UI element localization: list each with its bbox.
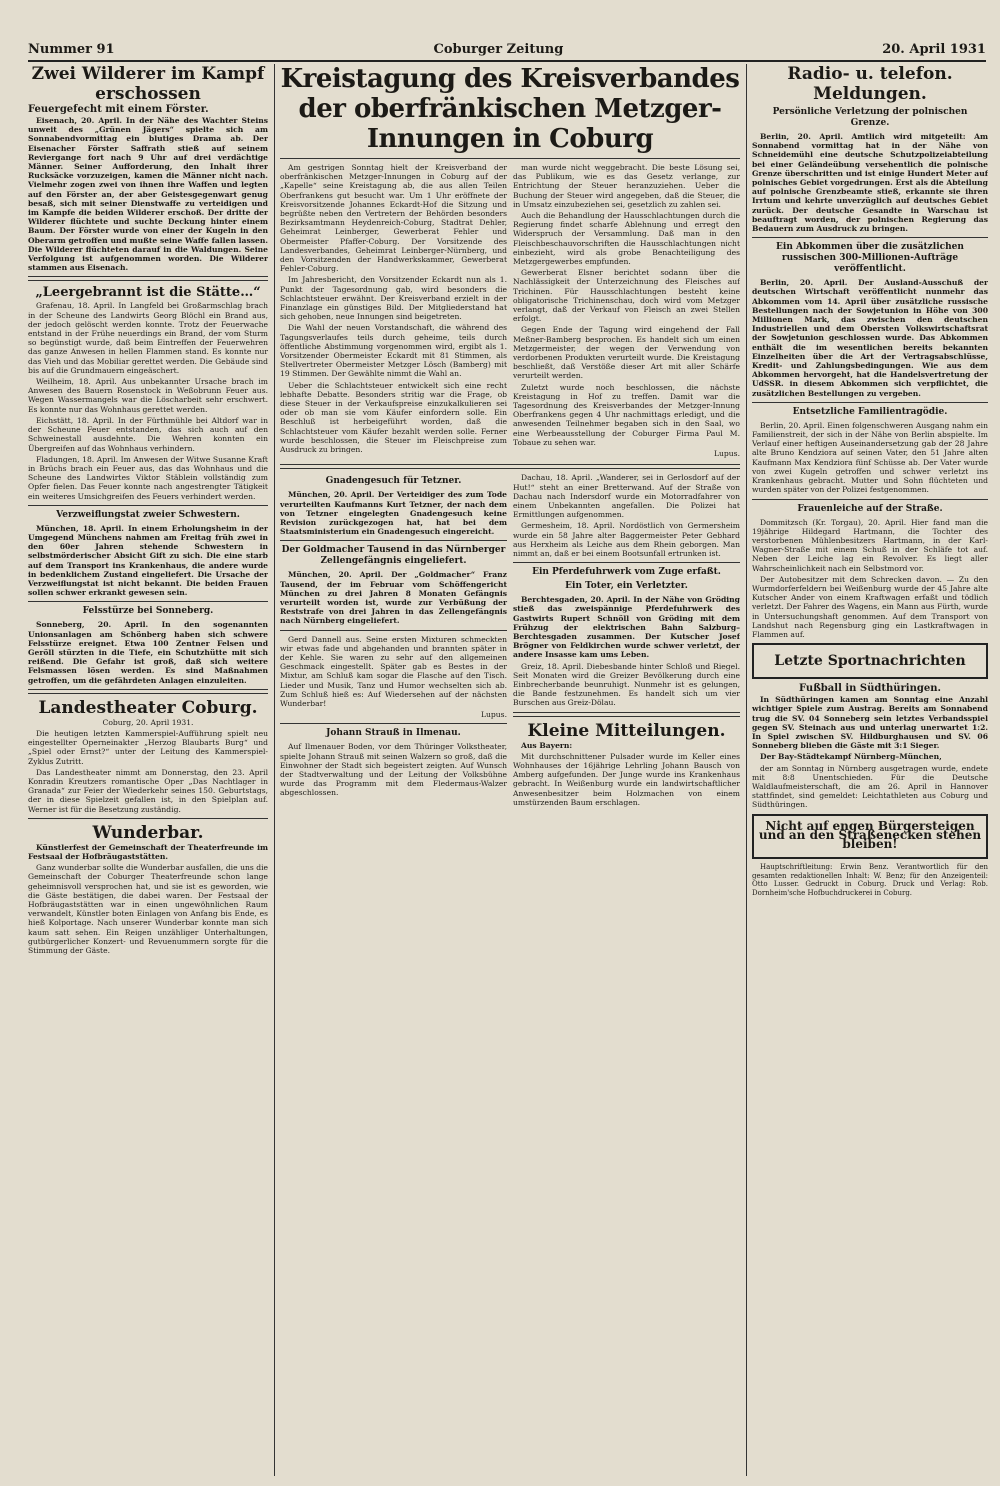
article-text: München, 18. April. In einem Erholungsheim in der Umgegend Münchens nahmen am Freitag früh zwei in den 60er Jahren stehende Schwestern in selbstmörderischer Absicht Gift zu sich. Die eine starb auf dem Transport ins Krankenhaus, die andere wurde in bedenklichem Zustand eingeliefert. Die Ursache der Verzweiflungstat ist nicht bekannt. Die beiden Frauen sollen schwer erkrankt gewesen sein.: [28, 523, 268, 598]
article-text: Mit durchschnittener Pulsader wurde im Keller eines Wohnhauses der 16jährige Lehrling Johann Bausch von Amberg aufgefunden. Der Junge wurde ins Krankenhaus gebracht. In Weißenburg wurde ein landwirtschaftlicher Anwesenbesitzer beim Holzmachen von einem umstürzenden Baum erschlagen.: [513, 751, 740, 807]
article-text: man wurde nicht weggebracht. Die beste Lösung sei, das Publikum, wie es das Gesetz verlange, zur Entrichtung der Steuer heranzuziehen. Ueber die Buchung der Steuer wird angegeben, daß die Steuer, die in Umsatz einzubeziehen sei, gesetzlich zu zahlen sei.: [513, 163, 740, 209]
article-text: Dommitzsch (Kr. Torgau), 20. April. Hier fand man die 19jährige Hildegard Hartmann, die Tochter des verstorbenen Mühlenbesitzers Hartmann, in der Karl-Wagner-Straße mit einem Schuß in der Schläfe tot auf. Neben der Leiche lag ein Revolver. Es liegt aller Wahrscheinlichkeit nach ein Selbstmord vor.: [752, 517, 988, 573]
headline-sport: Letzte Sportnachrichten: [774, 653, 966, 670]
left-column: [28, 64, 268, 1478]
headline-goldmacher: Der Goldmacher Tausend in das Nürnberger Zellengefängnis eingeliefert.: [281, 545, 506, 567]
lower-center: [280, 473, 740, 809]
subheadline: Persönliche Verletzung der polnischen Grenze.: [772, 107, 968, 128]
headline-train: Ein Pferdefuhrwerk vom Zuge erfaßt.: [532, 567, 721, 578]
headline-wunderbar: Wunderbar.: [92, 822, 204, 843]
issue-date: 20. April 1931: [882, 41, 986, 57]
article-text: Germesheim, 18. April. Nordöstlich von Germersheim wurde ein 58 Jahre alter Baggermeister Peter Gebhard aus Herxheim als Leiche aus dem Rhein geborgen. Man nimmt an, daß er bei einem Bootsunfall ertrunken ist.: [513, 521, 740, 558]
article-text: Weilheim, 18. April. Aus unbekannter Ursache brach im Anwesen des Bauern Rosenstock in Weßobrunn Feuer aus. Wegen Wassermangels war die Löscharbeit sehr erschwert. Es konnte nur das Wohnhaus gerettet werden.: [28, 377, 268, 414]
right-column: [752, 64, 988, 1478]
headline-fires: „Leergebrannt ist die Stätte…“: [35, 285, 261, 301]
subheadline: Der Bay-Städtekampf Nürnberg–München,: [760, 752, 942, 762]
main-headline-line2: der oberfränkischen Metzger-Innungen in Coburg: [298, 94, 722, 154]
divider: [280, 630, 507, 631]
divider: [513, 562, 740, 563]
article-text: Im Jahresbericht, den Vorsitzender Eckardt nun als 1. Punkt der Tagesordnung gab, wird besonders die Schlachtsteuer erwähnt. Der Kreisverband erzielt in der Finanzlage ein günstiges Bild. Der Mitgliederstand hat sich gehoben, neue Innungen sind beigetreten.: [280, 275, 507, 322]
article-text: Zuletzt wurde noch beschlossen, die nächste Kreistagung in Hof zu treffen. Damit war die Tagesordnung des Kreisverbandes der Metzger-Innung Oberfrankens gegen 4 Uhr nachmittags erledigt, und die anwesenden Teilnehmer begaben sich in den Saal, wo eine Werbeausstellung der Coburger Firma Paul M. Tobaue zu sehen war.: [513, 382, 740, 447]
article-text: München, 20. April. Der „Goldmacher“ Franz Tausend, der im Februar vom Schöffengericht München zu drei Jahren 8 Monaten Gefängnis verurteilt worden ist, wurde zur Verbüßung der Reststrafe von drei Jahren in das Zellengefängnis nach Nürnberg eingeliefert.: [280, 570, 507, 626]
article-text: In Südthüringen kamen am Sonntag eine Anzahl wichtiger Spiele zum Austrag. Bereits am Sonnabend trug die SV. 04 Sonneberg sein letztes Verbandsspiel gegen SV. Steinach aus und unterlag unerwartet 1:2. In Spiel zwischen SV. Hildburghausen und SV. 06 Sonneberg blieben die Gäste mit 3:1 Sieger.: [752, 695, 988, 751]
article-text: Auf Ilmenauer Boden, vor dem Thüringer Volkstheater, spielte Johann Strauß mit seinen Walzern so groß, daß die Einwohner der Stadt sich begeistert zeigten. Auf Wunsch der Stadtverwaltung und der Leitung der Volksbühne wurde das Programm mit dem Fledermaus-Walzer abgeschlossen.: [280, 742, 507, 798]
headline-sisters: Verzweiflungstat zweier Schwestern.: [56, 509, 240, 520]
headline-theater: Landestheater Coburg.: [38, 697, 258, 718]
article-text: München, 20. April. Der Verteidiger des zum Tode verurteilten Kaufmanns Kurt Tetzner, der nach dem von Tetzner eingelegten Gnadengesuch keine Revision zurückgezogen hat, hat bei dem Staatsministerium ein Gnadengesuch eingereicht.: [280, 490, 507, 537]
main-article: [280, 163, 740, 460]
region-label: Aus Bayern:: [521, 740, 573, 750]
article-text: Berlin, 20. April. Amtlich wird mitgeteilt: Am Sonnabend vormittag hat in der Nähe von Schneidemühl eine deutsche Schutzpolizeiabteilung bei einer Geländeübung versehentlich die polnische Grenze überschritten und ist einige Hundert Meter auf polnisches Gebiet vorgedrungen. Erst als die Abteilung auf polnische Grenzbeamte stieß, erkannte sie ihren Irrtum und kehrte unverzüglich auf deutsches Gebiet zurück. Der deutsche Gesandte in Warschau ist beauftragt worden, der polnischen Regierung das Bedauern zum Ausdruck zu bringen.: [752, 132, 988, 234]
article-text: Gegen Ende der Tagung wird eingehend der Fall Meßner-Bamberg besprochen. Es handelt sich um einen Metzgermeister, der wegen der Verwendung von verdorbenen Produkten verurteilt wurde. Die Kreistagung beschließt, daß Verstöße dieser Art mit aller Schärfe verurteilt werden.: [513, 325, 740, 381]
divider: [513, 712, 740, 717]
divider: [752, 499, 988, 500]
headline-tetzner: Gnadengesuch für Tetzner.: [325, 476, 462, 487]
article-text: Gerd Dannell aus. Seine ersten Mixturen schmeckten wir etwas fade und abgehanden und brannten später in der Kehle. Sie waren zu sehr auf den allgemeinen Geschmack eingestellt. Später gab es Bestes in der Mixtur, am Schluß kam sogar die Flasche auf den Tisch. Lieder und Musik, Tanz und Humor wechselten sich ab. Zum Schluß hieß es: Auf Wiedersehen auf der nächsten Wunderbar!: [280, 634, 507, 708]
masthead: [28, 40, 986, 62]
imprint: Hauptschriftleitung: Erwin Benz. Verantwortlich für den gesamten redaktionellen Inhalt: W. Benz; für den Anzeigenteil: Otto Lusser. Gedruckt in Coburg. Druck und Verlag: Rob. Dornheim'sche Hofbuchdruckerei in Coburg.: [752, 863, 988, 897]
subheadline-football: Fußball in Südthüringen.: [799, 683, 941, 695]
article-text: Greiz, 18. April. Diebesbande hinter Schloß und Riegel. Seit Monaten wird die Greizer Bevölkerung durch eine Einbrecherbande beunruhigt. Nunmehr ist es gelungen, die Bande festzunehmen. Es handelt sich um vier Burschen aus Greiz-Dölau.: [513, 661, 740, 708]
divider: [280, 723, 507, 724]
article-text: Dachau, 18. April. „Wanderer, sei in Gerlosdorf auf der Hut!“ steht an einer Bretterwand. Auf der Straße von Dachau nach Indersdorf wurde ein Motorradfahrer von einem Unbekannten angefallen. Die Polizei hat Ermittlungen aufgenommen.: [513, 473, 740, 520]
headline-strauss: Johann Strauß in Ilmenau.: [326, 728, 461, 739]
article-text: Berlin, 20. April. Einen folgenschweren Ausgang nahm ein Familienstreit, der sich in der Nähe von Berlin abspielte. Im Verlauf einer heftigen Auseinandersetzung gab der 28 Jahre alte Bruno Kendziora auf seinen Vater, den 51 Jahre alten Kaufmann Max Kendziora fünf Schüsse ab. Der Vater wurde von zwei Kugeln getroffen und schwer verletzt ins Krankenhaus gebracht. Mutter und Sohn flüchteten und wurden später von der Polizei festgenommen.: [752, 420, 988, 495]
subheadline-train: Ein Toter, ein Verletzter.: [565, 581, 688, 592]
divider: [28, 276, 268, 281]
article-text: der am Sonntag in Nürnberg ausgetragen wurde, endete mit 8:8 Unentschieden. Für die Deutsche Waldlaufmeisterschaft, die am 26. April in Hannover stattfindet, sind gemeldet: Leichtathleten aus Coburg und Südthüringen.: [752, 763, 988, 810]
divider: [280, 158, 740, 159]
headline-kleine: Kleine Mitteilungen.: [527, 720, 726, 741]
divider: [28, 689, 268, 694]
center-column: [280, 64, 740, 1478]
divider: [28, 505, 268, 506]
article-text: Ueber die Schlachtsteuer entwickelt sich eine recht lebhafte Debatte. Besonders stritig war die Frage, ob diese Steuer in der Verkaufspreise einzukalkulieren sei oder ob man sie vom Käufer einfordern solle. Ein Beschluß ist herbeigeführt worden, daß die Schlachtsteuer vom Käufer bezahlt werden solle. Ferner wurde beschlossen, die Steuer im Fleischpreise zum Ausdruck zu bringen.: [280, 380, 507, 455]
subheadline: Frauenleiche auf der Straße.: [797, 503, 943, 514]
column-rule: [746, 64, 747, 1476]
divider: [280, 464, 740, 469]
article-text: In der Nähe des Wachter Steins unweit des „Grünen Jägers“ spielte sich am Sonnabendvormittag ein blutiges Drama ab. Der Eisenacher Förster Saffrath stieß auf seinem Reviergange fort nach 9 Uhr auf drei verdächtige Männer. Seiner Aufforderung, den Inhalt ihrer Rucksäcke vorzuzeigen, kamen die Männer nicht nach. Vielmehr zogen zwei von ihnen ihre Waffen und legten auf den Förster an, der aber Geistesgegenwart genug besaß, sich mit seiner Dienstwaffe zu verteidigen und im Kampfe die beiden Wilderer erschoß. Der dritte der Wilderer flüchtete und suchte Deckung hinter einem Baum. Der Förster wurde von einer der Kugeln in den Oberarm getroffen und mußte seine Waffe fallen lassen. Die Wilderer flüchteten darauf in die Waldungen. Seine Verfolgung ist aufgenommen worden. Die Wilderer stammen aus Eisenach.: [28, 116, 268, 273]
signature: Lupus.: [481, 710, 507, 720]
dateline: Coburg, 20. April 1931.: [102, 717, 194, 727]
article-text: Berchtesgaden, 20. April. In der Nähe von Gröding stieß das zweispännige Pferdefuhrwerk des Gastwirts Rupert Schnöll von Gröding mit dem Frühzug der elektrischen Bahn Salzburg–Berchtesgaden zusammen. Der Kutscher Josef Brögner von Feldkirchen wurde schwer verletzt, der andere Insasse kam ums Leben.: [513, 595, 740, 660]
divider: [28, 818, 268, 819]
sport-box: [752, 643, 988, 679]
subheadline-poachers: Feuergefecht mit einem Förster.: [28, 104, 209, 115]
subheadline: Ein Abkommen über die zusätzlichen russischen 300-Millionen-Aufträge veröffentlicht.: [776, 242, 964, 275]
headline-radio: Radio- u. telefon. Meldungen.: [787, 64, 953, 104]
newspaper-title: Coburger Zeitung: [433, 41, 564, 57]
dateline: Eisenach, 20. April.: [36, 116, 122, 125]
article-text: Gewerberat Elsner berichtet sodann über die Nachlässigkeit der Unterzeichnung des Fleisches auf Trichinen. Für Hausschlachtungen besteht keine obligatorische Trichinenschau, doch wird vom Metzger verlangt, daß der Verkauf von Fleisch an zwei Stellen erfolgt.: [513, 268, 740, 324]
article-text: Eichstätt, 18. April. In der Fürthmühle bei Altdorf war in der Scheune Feuer entstanden, das sich auch auf den Schweinestall ausdehnte. Die Wehren konnten ein Übergreifen auf das Wohnhaus verhindern.: [28, 415, 268, 453]
article-text: Grafenau, 18. April. In Langfeld bei Großarmschlag brach in der Scheune des Landwirts Georg Blöchl ein Brand aus, der jedoch gelöscht werden konnte. Trotz der Feuerwache entstand in der Frühe neuerdings ein Brand, der vom Sturm so begünstigt wurde, daß beim Eintreffen der Feuerwehren das ganze Anwesen in hellen Flammen stand. Es konnte nur das Vieh und das Mobiliar gerettet werden. Die Gebäude sind bis auf die Grundmauern eingeäschert.: [28, 301, 268, 375]
article-text: Fladungen, 18. April. Im Anwesen der Witwe Susanne Kraft in Brüchs brach ein Feuer aus, das das Wohnhaus und die Scheune des Landwirtes Viktor Stäblein vollständig zum Opfer fielen. Das Feuer konnte nach angestrengter Tätigkeit ein weiteres Umsichgreifen des Feuers verhindert werden.: [28, 454, 268, 501]
column-rule: [274, 64, 275, 1476]
divider: [752, 402, 988, 403]
divider: [28, 601, 268, 602]
article-text: Am gestrigen Sonntag hielt der Kreisverband der oberfränkischen Metzger-Innungen in Coburg auf der „Kapelle“ seine Kreistagung ab, die aus allen Teilen Oberfrankens gut besucht war. Um 1 Uhr eröffnete der Kreisvorsitzende Johannes Eckardt-Hof die Sitzung und begrüßte neben den Vertretern der Behörden besonders Bezirksamtmann Heydenreich-Coburg, Stadtrat Dehler, Geheimrat Leinberger, Gewerberat Fehler und Obermeister Pfaffer-Coburg. Der Vorsitzende des Landesverbandes, Geheimrat Leinberger-Nürnberg, und den Vorsitzenden der Handwerkskammer, Gewerberat Fehler-Coburg.: [280, 163, 507, 274]
issue-number: Nummer 91: [28, 41, 115, 57]
article-text: Die Wahl der neuen Vorstandschaft, die während des Tagungsverlaufes teils durch geheime, teils durch öffentliche Abstimmung vorgenommen wird, ergibt als 1. Vorsitzender Obermeister Eckardt mit 81 Stimmen, als Stellvertreter Obermeister Metzger Lösch (Bamberg) mit 19 Stimmen. Der Gewählte nimmt die Wahl an.: [280, 323, 507, 379]
article-text: Die heutigen letzten Kammerspiel-Aufführung spielt neu eingestellter Operneinakter „Herzog Blaubarts Burg“ und „Spiel oder Ernst?“ unter der Leitung des Kammerspiel-Zyklus Zutritt.: [28, 728, 268, 766]
headline-poachers: Zwei Wilderer im Kampf erschossen: [31, 64, 265, 104]
signature: Lupus.: [714, 449, 740, 459]
divider: [752, 237, 988, 238]
subheadline-wunderbar: Künstlerfest der Gemeinschaft der Theaterfreunde im Festsaal der Hofbräugaststätten.: [28, 842, 268, 861]
article-text: Berlin, 20. April. Der Ausland-Ausschuß der deutschen Wirtschaft veröffentlicht nunmehr das Abkommen vom 14. April über zusätzliche russische Bestellungen nach der Sowjetunion in Höhe von 300 Millionen Mark, das zwischen den deutschen Industriellen und dem Obersten Volkswirtschaftsrat der Sowjetunion geschlossen wurde. Das Abkommen enthält die im wesentlichen bereits bekannten Einzelheiten über die Art der Vertragsabschlüsse, Kredit- und Zahlungsbedingungen. Wie aus dem Abkommen hervorgeht, hat die Handelsvertretung der UdSSR. in diesem Abkommen sich verpflichtet, die zusätzlichen Bestellungen zu vergeben.: [752, 278, 988, 398]
headline-rocks: Felsstürze bei Sonneberg.: [82, 606, 214, 617]
subheadline: Entsetzliche Familientragödie.: [792, 406, 948, 417]
article-text: Auch die Behandlung der Hausschlachtungen durch die Regierung findet scharfe Ablehnung und erregt den Widerspruch der Versammlung. Daß man in den Fleischbeschauvorschriften die Hausschlachtungen nicht einbezieht, wird als grobe Benachteiligung des Metzgergewerbes empfunden.: [513, 211, 740, 267]
article-text: Das Landestheater nimmt am Donnerstag, den 23. April Konradin Kreutzers romantische Oper „Das Nachtlager in Granada“ zur Feier der Wiederkehr seines 150. Geburtstags, der in diese Spielzeit gefallen ist, in den Spielplan auf. Werner ist für die Besetzung zuständig.: [28, 767, 268, 814]
main-headline-line1: Kreistagung des Kreisverbandes: [280, 64, 740, 94]
notice-box: [752, 814, 988, 860]
article-text: Sonneberg, 20. April. In den sogenannten Unionsanlagen am Schönberg haben sich schwere Felsstürze ereignet. Etwa 100 Zentner Felsen und Geröll stürzten in die Tiefe, ein Schutzhütte mit sich reißend. Die Gefahr ist groß, daß sich weitere Felsmassen lösen werden. Es sind Maßnahmen getroffen, um die gefährdeten Anlagen einzuleiten.: [28, 620, 268, 685]
article-text: Ganz wunderbar sollte die Wunderbar ausfallen, die uns die Gemeinschaft der Coburger Theaterfreunde schon lange geheimnisvoll versprochen hat, und sie ist es geworden, wie die Gäste bestätigen, die dabei waren. Der Festsaal der Hofbräugaststätten war in einen ungewöhnlichen Raum verwandelt, Künstler boten Einlagen von Anfang bis Ende, es hieß Kolportage. Nach unserer Wunderbar konnte man sich kaum satt sehen. Ein Reigen unzähliger Unterhaltungen, gutbürgerlicher Konzert- und Revuenummern sorgte für die Stimmung der Gäste.: [28, 863, 268, 956]
notice-text: Nicht auf engen Bürgersteigen und an den Straßenecken stehen bleiben!: [758, 818, 982, 851]
article-text: Der Autobesitzer mit dem Schrecken davon. — Zu den Wurmdorferfeldern bei Weißenburg wurde der 45 Jahre alte Kutscher Ander von einem Kraftwagen erfaßt und tödlich verletzt. Der Fahrer des Wagens, ein Mann aus Fürth, wurde in Untersuchungshaft genommen. Auf dem Transport von Landshut nach Regensburg ging ein Lastkraftwagen in Flammen auf.: [752, 574, 988, 639]
divider: [280, 540, 507, 541]
